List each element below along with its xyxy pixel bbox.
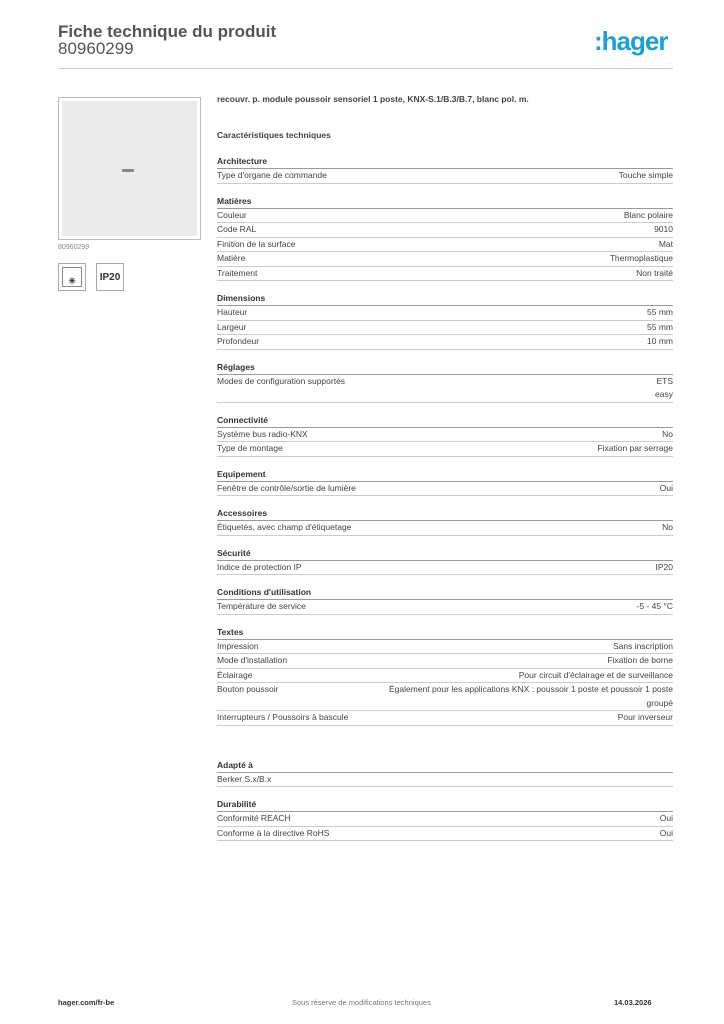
spec-value: No	[662, 522, 673, 532]
section-title: Réglages	[217, 360, 673, 375]
spec-row	[217, 812, 673, 827]
spec-label: Impression	[217, 640, 259, 651]
spec-row	[217, 640, 673, 655]
spec-value: Oui	[659, 482, 673, 493]
spec-row	[217, 827, 673, 842]
spec-value: IP20	[655, 561, 673, 572]
spec-label: Largeur	[217, 321, 247, 332]
section-title: Durabilité	[217, 797, 673, 812]
spec-value: Pour circuit d'éclairage et de surveillance	[518, 669, 673, 680]
spec-row	[217, 209, 673, 224]
spec-label: Étiquetés, avec champ d'étiquetage	[217, 522, 352, 532]
spec-label: Température de service	[217, 601, 306, 611]
spec-value: Sans inscription	[612, 640, 673, 651]
spec-value: Non traité	[636, 267, 673, 278]
spec-row	[217, 482, 673, 497]
spec-row	[217, 335, 673, 350]
spec-row	[217, 711, 673, 726]
spec-label: Type d'organe de commande	[217, 170, 327, 180]
spec-row	[217, 600, 673, 615]
spec-label: Profondeur	[217, 336, 260, 346]
spec-label: Éclairage	[217, 669, 253, 680]
spec-value: 9010	[654, 224, 673, 234]
spec-value: Fixation de borne	[607, 655, 673, 665]
spec-row	[217, 238, 673, 253]
spec-label: Système bus radio-KNX	[217, 428, 308, 439]
page-title: Fiche technique du produit	[58, 22, 277, 41]
section-title: Adapté à	[217, 758, 673, 773]
spec-row	[217, 669, 673, 684]
section-title: Conditions d'utilisation	[217, 585, 673, 600]
spec-label: Fenêtre de contrôle/sortie de lumière	[217, 482, 356, 493]
spec-value: Touche simple	[618, 170, 673, 180]
spec-row	[217, 306, 673, 321]
spec-section	[217, 154, 673, 184]
spec-label: Modes de configuration supportés	[217, 375, 346, 386]
spec-section	[217, 546, 673, 576]
spec-label: Bouton poussoir	[217, 684, 279, 694]
spec-section	[217, 797, 673, 841]
section-title: Textes	[217, 625, 673, 640]
spec-section	[217, 291, 673, 350]
section-title: Dimensions	[217, 291, 673, 306]
product-image	[58, 97, 201, 240]
spec-label: Traitement	[217, 267, 258, 278]
spec-label: Mode d'installation	[217, 655, 288, 665]
spec-value: 55 mm	[647, 321, 673, 332]
spec-sheet	[217, 94, 673, 841]
spec-value: Mat	[658, 238, 673, 249]
hager-logo: :hager	[594, 26, 668, 56]
section-title: Accessoires	[217, 506, 673, 521]
spec-label: Finition de la surface	[217, 238, 296, 249]
spec-row	[217, 428, 673, 443]
spec-section	[217, 506, 673, 536]
spec-row	[217, 521, 673, 536]
spec-label: Conformité REACH	[217, 813, 291, 823]
spec-label: Type de montage	[217, 443, 283, 453]
tech-title: Caractéristiques techniques	[217, 130, 331, 140]
spec-label: Matière	[217, 253, 246, 263]
spec-row	[217, 223, 673, 238]
section-title: Matières	[217, 194, 673, 209]
spec-section	[217, 585, 673, 615]
spec-row	[217, 169, 673, 184]
product-code: 80960299	[58, 39, 134, 58]
spec-section	[217, 360, 673, 403]
spec-value: Oui	[659, 813, 673, 823]
footer-site[interactable]: hager.com/fr-be	[58, 998, 115, 1007]
spec-row	[217, 252, 673, 267]
spec-row	[217, 683, 673, 711]
product-ref: 80960299	[58, 244, 90, 251]
footer-date: 14.03.2026	[614, 998, 652, 1007]
spec-section	[217, 758, 673, 788]
spec-value: Blanc polaire	[623, 209, 673, 220]
spec-label: Indice de protection IP	[217, 561, 302, 572]
spec-row	[217, 375, 673, 403]
section-title: Architecture	[217, 154, 673, 169]
spec-value: No	[662, 428, 673, 439]
spec-value: 55 mm	[647, 307, 673, 317]
light-window-icon: ☀	[58, 263, 86, 291]
spec-label: Couleur	[217, 209, 247, 220]
spec-value: -5 - 45 °C	[636, 601, 673, 611]
spec-value: Thermoplastique	[609, 253, 673, 263]
section-title: Equipement	[217, 467, 673, 482]
spec-label: Code RAL	[217, 224, 257, 234]
spec-label: Hauteur	[217, 307, 248, 317]
footer-notice: Sous réserve de modifications techniques	[292, 998, 431, 1007]
spec-value: ETS easy	[655, 375, 673, 399]
spec-row	[217, 654, 673, 669]
spec-row	[217, 561, 673, 576]
ip-badge: IP20	[96, 263, 124, 291]
spec-value: Pour inverseur	[617, 712, 673, 722]
spec-label: Conforme à la directive RoHS	[217, 827, 330, 838]
spec-section	[217, 625, 673, 726]
divider	[58, 68, 673, 69]
spec-section	[217, 194, 673, 282]
section-title: Sécurité	[217, 546, 673, 561]
spec-value: Fixation par serrage	[597, 443, 673, 453]
spec-row	[217, 321, 673, 336]
spec-label: Berker S.x/B.x	[217, 773, 272, 784]
section-title: Connectivité	[217, 413, 673, 428]
spec-value: Également pour les applications KNX : poussoir 1 poste et poussoir 1 poste groupé	[389, 684, 673, 708]
spec-section	[217, 467, 673, 497]
spec-row	[217, 773, 673, 788]
spec-label: Interrupteurs / Poussoirs à bascule	[217, 712, 349, 722]
spec-row	[217, 442, 673, 457]
product-description: recouvr. p. module poussoir sensoriel 1 poste, KNX-S.1/B.3/B.7, blanc pol. m.	[217, 94, 529, 104]
spec-value: Oui	[659, 827, 673, 838]
spec-row	[217, 267, 673, 282]
spec-value: 10 mm	[647, 336, 673, 346]
spec-section	[217, 413, 673, 457]
